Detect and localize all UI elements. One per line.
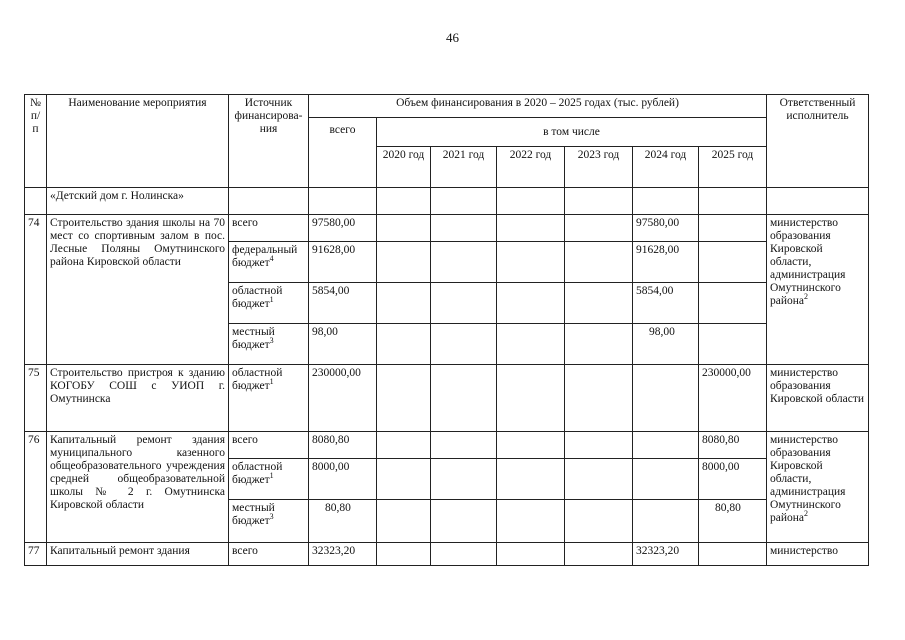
header-year-2021: 2021 год — [431, 147, 497, 188]
source-cell: всего — [229, 432, 309, 459]
source-cell: местный бюджет$^3$ — [229, 500, 309, 543]
total-cell: 5854,00 — [309, 283, 377, 324]
header-year-2025: 2025 год — [699, 147, 767, 188]
y2025-cell: 8000,00 — [699, 459, 767, 500]
header-year-2024: 2024 год — [633, 147, 699, 188]
y2024-cell: 32323,20 — [633, 543, 699, 566]
y2025-cell: 230000,00 — [699, 365, 767, 432]
table-row-77 — [25, 543, 869, 566]
y2025-cell: 80,80 — [699, 500, 767, 543]
header-responsible: Ответственный исполнитель — [767, 95, 869, 188]
financing-table — [24, 94, 869, 566]
source-cell: областной бюджет$^1$ — [229, 459, 309, 500]
source-cell: областной бюджет$^1$ — [229, 283, 309, 324]
header-source: Источник финансирова-ния — [229, 95, 309, 188]
row-num: 76 — [25, 432, 47, 543]
row-name: Строительство здания школы на 70 мест со спортивным залом в пос. Лесные Поляны Омутнинского района Кировской области — [47, 215, 229, 365]
header-num: № п/п — [25, 95, 47, 188]
row-name: Капитальный ремонт здания муниципального казенного общеобразовательного учреждения средней общеобразовательной школы № 2 г. Омутнинска Кировской области — [47, 432, 229, 543]
header-year-2020: 2020 год — [377, 147, 431, 188]
y2024-cell: 98,00 — [633, 324, 699, 365]
row-num: 74 — [25, 215, 47, 365]
total-cell: 230000,00 — [309, 365, 377, 432]
source-cell: областной бюджет$^1$ — [229, 365, 309, 432]
table-row-74 — [25, 215, 869, 242]
responsible-cell: министерство образования Кировской области, администрация Омутнинского района$^2$ — [767, 215, 869, 365]
total-cell: 8080,80 — [309, 432, 377, 459]
y2024-cell: 97580,00 — [633, 215, 699, 242]
responsible-cell: министерство — [767, 543, 869, 566]
header-year-2022: 2022 год — [497, 147, 565, 188]
source-cell: федеральный бюджет$^4$ — [229, 242, 309, 283]
row-name: Капитальный ремонт здания — [47, 543, 229, 566]
header-year-2023: 2023 год — [565, 147, 633, 188]
source-cell: всего — [229, 215, 309, 242]
source-cell: всего — [229, 543, 309, 566]
page-number: 46 — [446, 30, 459, 45]
total-cell: 32323,20 — [309, 543, 377, 566]
responsible-cell: министерство образования Кировской области, администрация Омутнинского района$^2$ — [767, 432, 869, 543]
total-cell: 91628,00 — [309, 242, 377, 283]
table-row-76 — [25, 432, 869, 459]
total-cell: 98,00 — [309, 324, 377, 365]
continuation-row — [25, 188, 869, 215]
y2025-cell: 8080,80 — [699, 432, 767, 459]
responsible-cell: министерство образования Кировской области — [767, 365, 869, 432]
table-row-75 — [25, 365, 869, 432]
y2024-cell: 91628,00 — [633, 242, 699, 283]
row-num: 77 — [25, 543, 47, 566]
total-cell: 80,80 — [309, 500, 377, 543]
source-cell: местный бюджет$^3$ — [229, 324, 309, 365]
total-cell: 97580,00 — [309, 215, 377, 242]
header-volume: Объем финансирования в 2020 – 2025 годах (тыс. рублей) — [309, 95, 767, 118]
header-including: в том числе — [377, 118, 767, 147]
header-row-1 — [25, 95, 869, 118]
header-name: Наименование мероприятия — [47, 95, 229, 188]
continuation-text: «Детский дом г. Нолинска» — [47, 188, 229, 215]
total-cell: 8000,00 — [309, 459, 377, 500]
row-name: Строительство пристроя к зданию КОГОБУ СОШ с УИОП г. Омутнинска — [47, 365, 229, 432]
header-total: всего — [309, 118, 377, 188]
y2024-cell: 5854,00 — [633, 283, 699, 324]
row-num: 75 — [25, 365, 47, 432]
